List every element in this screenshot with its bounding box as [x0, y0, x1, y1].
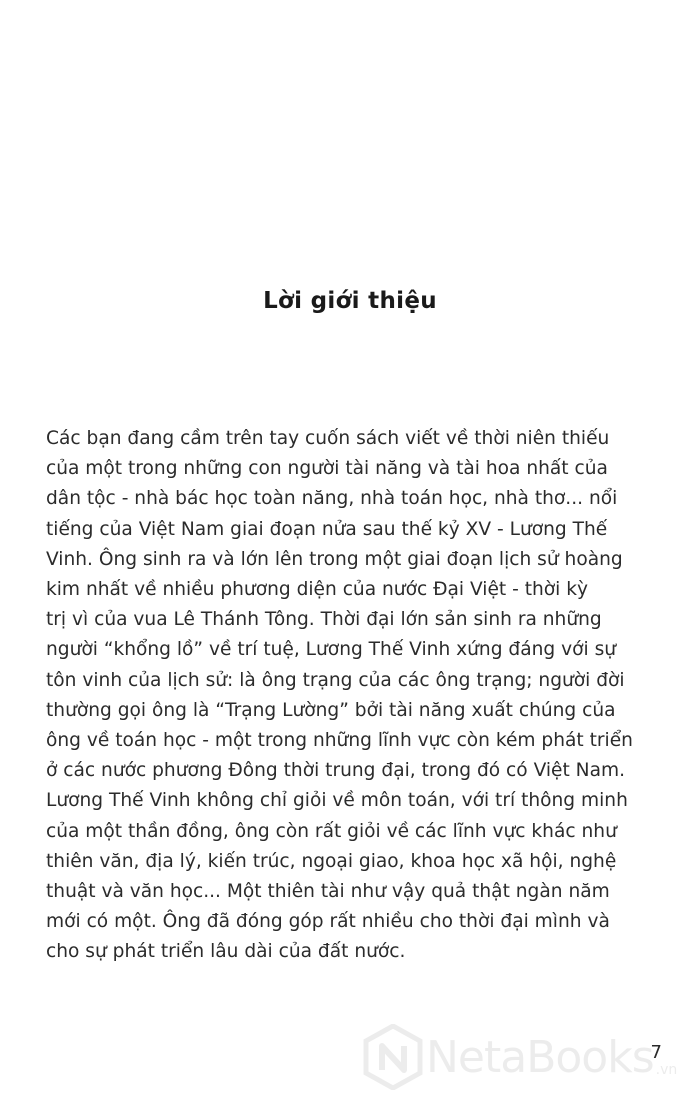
- body-paragraph: [46, 424, 666, 968]
- paragraph-line: dân tộc - nhà bác học toàn năng, nhà toán học, nhà thơ... nổi: [46, 488, 618, 510]
- paragraph-line: tôn vinh của lịch sử: là ông trạng của các ông trạng; người đời: [46, 669, 625, 691]
- paragraph-line: tiếng của Việt Nam giai đoạn nửa sau thế kỷ XV - Lương Thế: [46, 518, 608, 540]
- paragraph-line: mới có một. Ông đã đóng góp rất nhiều cho thời đại mình và: [46, 911, 610, 933]
- page-number: 7: [650, 1042, 662, 1063]
- paragraph-line: Các bạn đang cầm trên tay cuốn sách viết về thời niên thiếu: [46, 428, 610, 449]
- paragraph-line: của một thần đồng, ông còn rất giỏi về các lĩnh vực khác như: [46, 820, 617, 842]
- page-title: Lời giới thiệu: [263, 288, 437, 314]
- paragraph-line: thường gọi ông là “Trạng Lường” bởi tài năng xuất chúng của: [46, 699, 616, 721]
- watermark: [362, 1022, 682, 1092]
- paragraph-line: Lương Thế Vinh không chỉ giỏi về môn toán, với trí thông minh: [46, 790, 628, 812]
- watermark-suffix: .vn: [655, 1062, 678, 1078]
- netabooks-logo-icon: [362, 1024, 424, 1090]
- paragraph-line: ông về toán học - một trong những lĩnh vực còn kém phát triển: [46, 730, 633, 752]
- paragraph-line: kim nhất về nhiều phương diện của nước Đại Việt - thời kỳ: [46, 579, 588, 601]
- paragraph-line: trị vì của vua Lê Thánh Tông. Thời đại lớn sản sinh ra những: [46, 609, 602, 631]
- paragraph-line: thiên văn, địa lý, kiến trúc, ngoại giao, khoa học xã hội, nghệ: [46, 850, 617, 872]
- paragraph-line: ở các nước phương Đông thời trung đại, trong đó có Việt Nam.: [46, 760, 626, 782]
- paragraph-line: của một trong những con người tài năng và tài hoa nhất của: [46, 458, 608, 480]
- paragraph-line: cho sự phát triển lâu dài của đất nước.: [46, 941, 406, 963]
- watermark-brand: NetaBooks: [426, 1031, 654, 1083]
- paragraph-line: Vinh. Ông sinh ra và lớn lên trong một giai đoạn lịch sử hoàng: [46, 548, 623, 570]
- paragraph-line: người “khổng lồ” về trí tuệ, Lương Thế Vinh xứng đáng với sự: [46, 639, 617, 661]
- paragraph-line: thuật và văn học... Một thiên tài như vậy quả thật ngàn năm: [46, 881, 610, 903]
